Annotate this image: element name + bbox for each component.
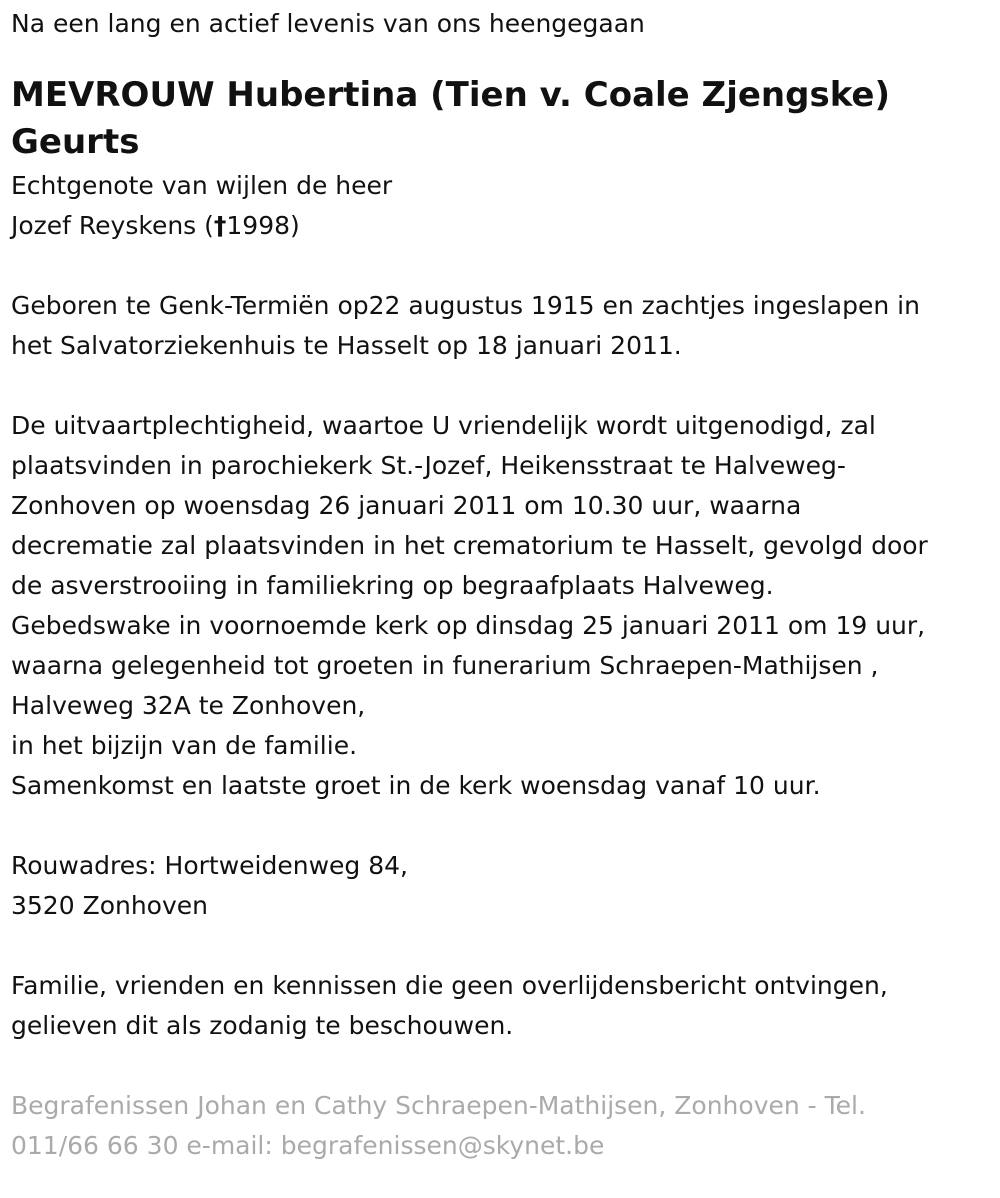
spouse-death-year: 1998) [226, 211, 300, 240]
funeral-line: waarna gelegenheid tot groeten in funerarium Schraepen-Mathijsen , [11, 651, 879, 680]
funeral-home-footer [11, 1086, 996, 1166]
funeral-line: De uitvaartplechtigheid, waartoe U vriendelijk wordt uitgenodigd, zal [11, 411, 876, 440]
spouse-name: Jozef Reyskens ( [11, 211, 214, 240]
notice-paragraph [11, 966, 996, 1046]
cross-icon: † [213, 211, 227, 240]
funeral-line: Zonhoven op woensdag 26 januari 2011 om 10.30 uur, waarna [11, 491, 802, 520]
notice-line: gelieven dit als zodanig te beschouwen. [11, 1011, 514, 1040]
funeral-paragraph [11, 406, 996, 806]
funeral-line: Samenkomst en laatste groet in de kerk woensdag vanaf 10 uur. [11, 771, 821, 800]
funeral-line: Halveweg 32A te Zonhoven, [11, 691, 366, 720]
spouse-name-line [11, 206, 996, 246]
deceased-name [11, 72, 996, 166]
funeral-line: plaatsvinden in parochiekerk St.-Jozef, Heikensstraat te Halveweg- [11, 451, 846, 480]
funeral-line: de asverstrooiing in familiekring op begraafplaats Halveweg. [11, 571, 774, 600]
address-paragraph [11, 846, 996, 926]
deceased-surname-line: Geurts [11, 122, 140, 162]
funeral-line: decrematie zal plaatsvinden in het crematorium te Hasselt, gevolgd door [11, 531, 928, 560]
birth-paragraph [11, 286, 996, 366]
intro-text: Na een lang en actief levenis van ons heengegaan [11, 9, 645, 38]
spouse-intro: Echtgenote van wijlen de heer [11, 171, 393, 200]
obituary-document [11, 4, 996, 1166]
funeral-line: in het bijzijn van de familie. [11, 731, 358, 760]
birth-line: Geboren te Genk-Termiën op22 augustus 1915 en zachtjes ingeslapen in [11, 291, 920, 320]
funeral-line: Gebedswake in voornoemde kerk op dinsdag 25 januari 2011 om 19 uur, [11, 611, 926, 640]
spouse-block [11, 166, 996, 246]
deceased-name-line: MEVROUW Hubertina (Tien v. Coale Zjengske) [11, 75, 891, 115]
mourning-address-line: 3520 Zonhoven [11, 891, 208, 920]
footer-line: 011/66 66 30 e-mail: begrafenissen@skynet.be [11, 1131, 605, 1160]
birth-line: het Salvatorziekenhuis te Hasselt op 18 januari 2011. [11, 331, 682, 360]
footer-line: Begrafenissen Johan en Cathy Schraepen-Mathijsen, Zonhoven - Tel. [11, 1091, 866, 1120]
notice-line: Familie, vrienden en kennissen die geen overlijdensbericht ontvingen, [11, 971, 888, 1000]
mourning-address-line: Rouwadres: Hortweidenweg 84, [11, 851, 408, 880]
